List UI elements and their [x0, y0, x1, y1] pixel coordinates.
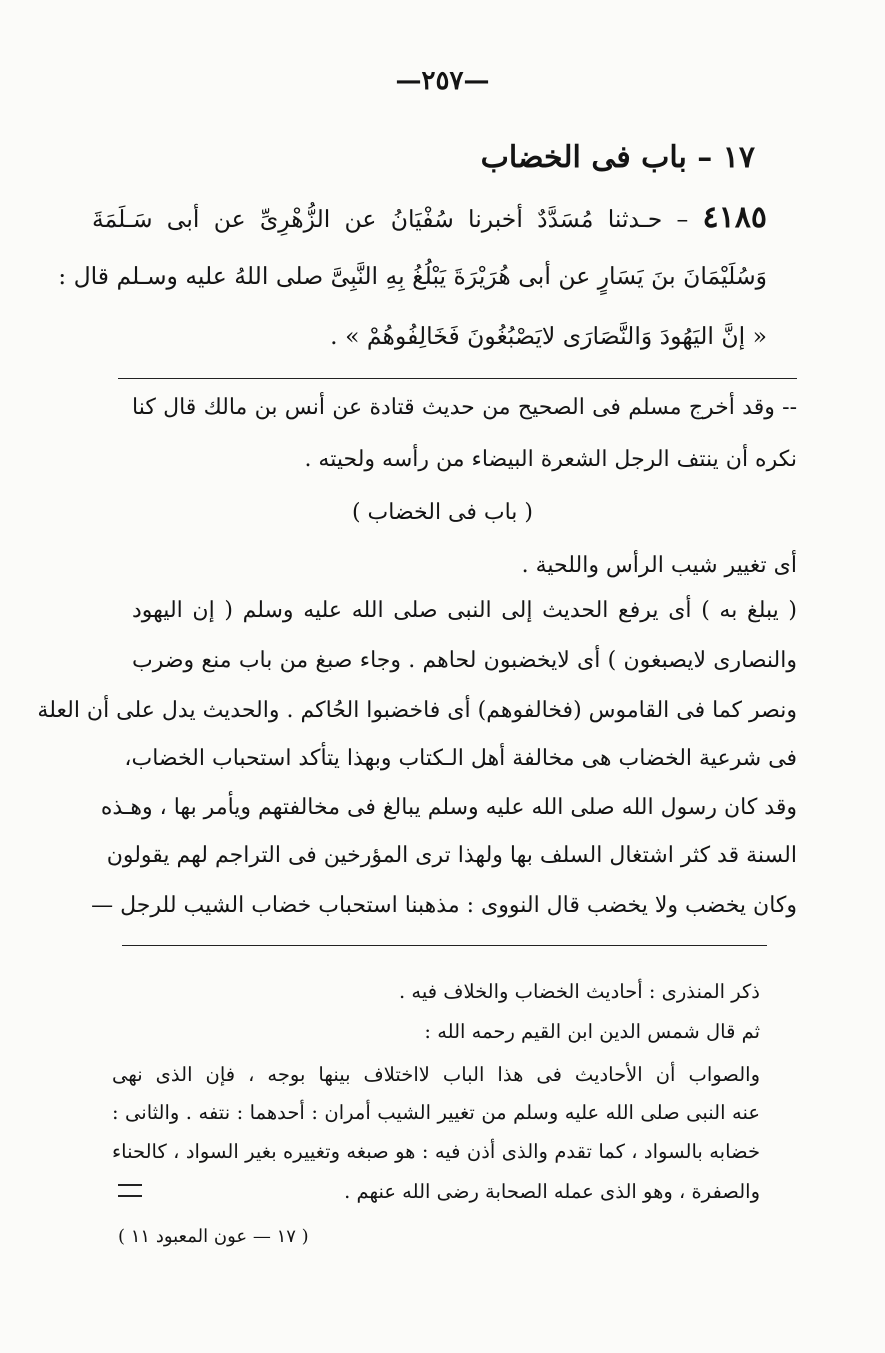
commentary-line-2: نكره أن ينتف الرجل الشعرة البيضاء من رأسه ولحيته . — [304, 447, 797, 472]
footnote-rule — [122, 945, 767, 946]
hadith-line-2: وَسُلَيْمَانَ بنَ يَسَارٍ عن أبى هُرَيْرَةَ يَبْلُغُ بِهِ النَّبِىَّ صلى اللهُ عليه وسـلم قال : — [58, 262, 767, 290]
commentary-body-2: ( يبلغ به ) أى يرفع الحديث إلى النبى صلى الله عليه وسلم ( إن اليهود — [132, 598, 797, 623]
commentary-body-1: أى تغيير شيب الرأس واللحية . — [521, 553, 797, 578]
footnote-line-2: ثم قال شمس الدين ابن القيم رحمه الله : — [424, 1020, 760, 1043]
hadith-number: ٤١٨٥ — [702, 200, 767, 235]
commentary-line-1: -- وقد أخرج مسلم فى الصحيح من حديث قتادة عن أنس بن مالك قال كنا — [132, 395, 797, 420]
commentary-body-6: وقد كان رسول الله صلى الله عليه وسلم يبالغ فى مخالفتهم ويأمر بها ، وهـذه — [100, 795, 797, 820]
signature-mark: ( ١٧ — عون المعبود ١١ ) — [118, 1226, 309, 1247]
commentary-body-5: فى شرعية الخضاب هى مخالفة أهل الـكتاب وبهذا يتأكد استحباب الخضاب، — [124, 746, 797, 771]
commentary-body-3: والنصارى لايصبغون ) أى لايخضبون لحاهم . وجاء صبغ من باب منع وضرب — [132, 648, 797, 673]
commentary-body-4: ونصر كما فى القاموس (فخالفوهم) أى فاخضبوا الحُاكم . والحديث يدل على أن العلة — [37, 698, 797, 723]
commentary-body-7: السنة قد كثر اشتغال السلف بها ولهذا ترى المؤرخين فى التراجم لهم يقولون — [106, 843, 797, 868]
footnote-line-1: ذكر المنذرى : أحاديث الخضاب والخلاف فيه . — [398, 980, 760, 1003]
footnote-line-3: والصواب أن الأحاديث فى هذا الباب لااختلاف بينها بوجه ، فإن الذى نهى — [112, 1063, 760, 1086]
commentary-body-8: وكان يخضب ولا يخضب قال النووى : مذهبنا استحباب خضاب الشيب للرجل — — [91, 893, 797, 918]
hadith-line-1: ٤١٨٥ – حـدثنا مُسَدَّدٌ أخبرنا سُفْيَانُ عن الزُّهْرِىِّ عن أبى سَـلَمَةَ — [92, 200, 767, 235]
footnote-line-4: عنه النبى صلى الله عليه وسلم من تغيير الشيب أمران : أحدهما : نتفه . والثانى : — [112, 1101, 760, 1124]
footnote-line-6: والصفرة ، وهو الذى عمله الصحابة رضى الله عنهم . — [344, 1180, 760, 1203]
page-number: —٢٥٧— — [395, 66, 490, 96]
commentary-heading: ( باب فى الخضاب ) — [351, 500, 534, 525]
chapter-title: ١٧ – باب فى الخضاب — [480, 140, 755, 175]
continuation-mark — [118, 1184, 142, 1197]
footnote-line-5: خضابه بالسواد ، كما تقدم والذى أذن فيه : هو صبغه وتغييره بغير السواد ، كالحناء — [112, 1140, 760, 1163]
hadith-line-3: « إنَّ اليَهُودَ وَالنَّصَارَى لايَصْبُغُونَ فَخَالِفُوهُمْ » . — [330, 322, 767, 350]
separator-rule — [118, 378, 797, 379]
